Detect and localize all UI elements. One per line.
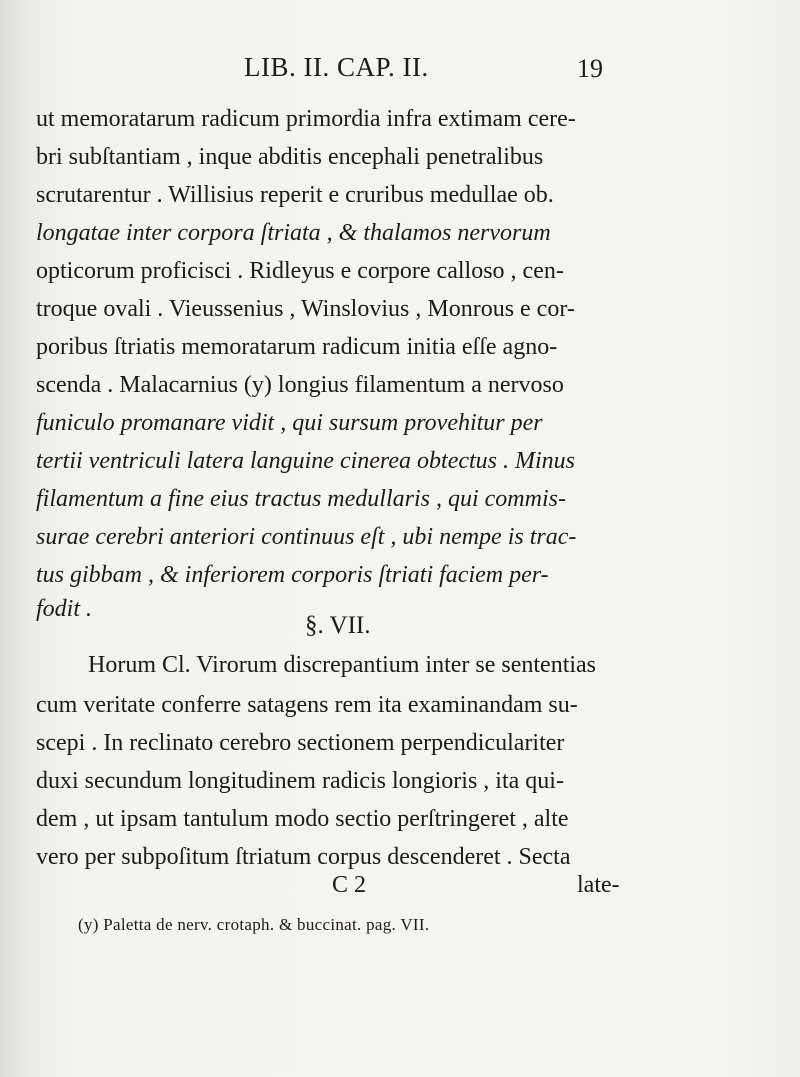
text-line: longatae inter corpora ſtriata , & thalamos nervorum [36,220,551,246]
signature-mark: C 2 [332,872,367,898]
text-line: scepi . In reclinato cerebro sectionem perpendiculariter [36,730,565,756]
text-line: opticorum proficisci . Ridleyus e corpore calloso , cen- [36,258,564,284]
text-line: tus gibbam , & inferiorem corporis ſtriati faciem per- [36,562,549,588]
text-line: tertii ventriculi latera languine cinerea obtectus . Minus [36,448,576,474]
text-line: troque ovali . Vieussenius , Winslovius , Monrous e cor- [36,296,575,322]
page-footer [0,872,800,906]
text-line: filamentum a fine eius tractus medullaris , qui commis- [36,486,566,512]
text-line: bri subſtantiam , inque abditis encephali penetralibus [36,144,544,170]
running-head: LIB. II. CAP. II. [244,52,429,82]
text-line: Horum Cl. Virorum discrepantium inter se sententias [88,652,597,678]
text-line: vero per subpoſitum ſtriatum corpus descenderet . Secta [36,844,571,870]
section-heading: §. VII. [305,612,371,639]
footnote: (y) Paletta de nerv. crotaph. & buccinat. pag. VII. [78,915,430,934]
text-line: scrutarentur . Willisius reperit e cruribus medullae ob. [36,182,554,208]
text-line: duxi secundum longitudinem radicis longioris , ita qui- [36,768,564,794]
text-line: surae cerebri anteriori continuus eſt , ubi nempe is trac- [36,524,577,550]
page-header [0,52,800,92]
page-number: 19 [577,54,603,83]
text-line: cum veritate conferre satagens rem ita examinandam su- [36,692,578,718]
text-line: ut memoratarum radicum primordia infra extimam cere- [36,106,576,132]
text-line: fodit . [36,596,93,622]
text-line: funiculo promanare vidit , qui sursum provehitur per [36,410,543,436]
text-line: dem , ut ipsam tantulum modo sectio perſtringeret , alte [36,806,569,832]
text-line: poribus ſtriatis memoratarum radicum initia eſſe agno- [36,334,558,360]
text-line: scenda . Malacarnius (y) longius filamentum a nervoso [36,372,564,398]
catchword: late- [577,872,620,898]
